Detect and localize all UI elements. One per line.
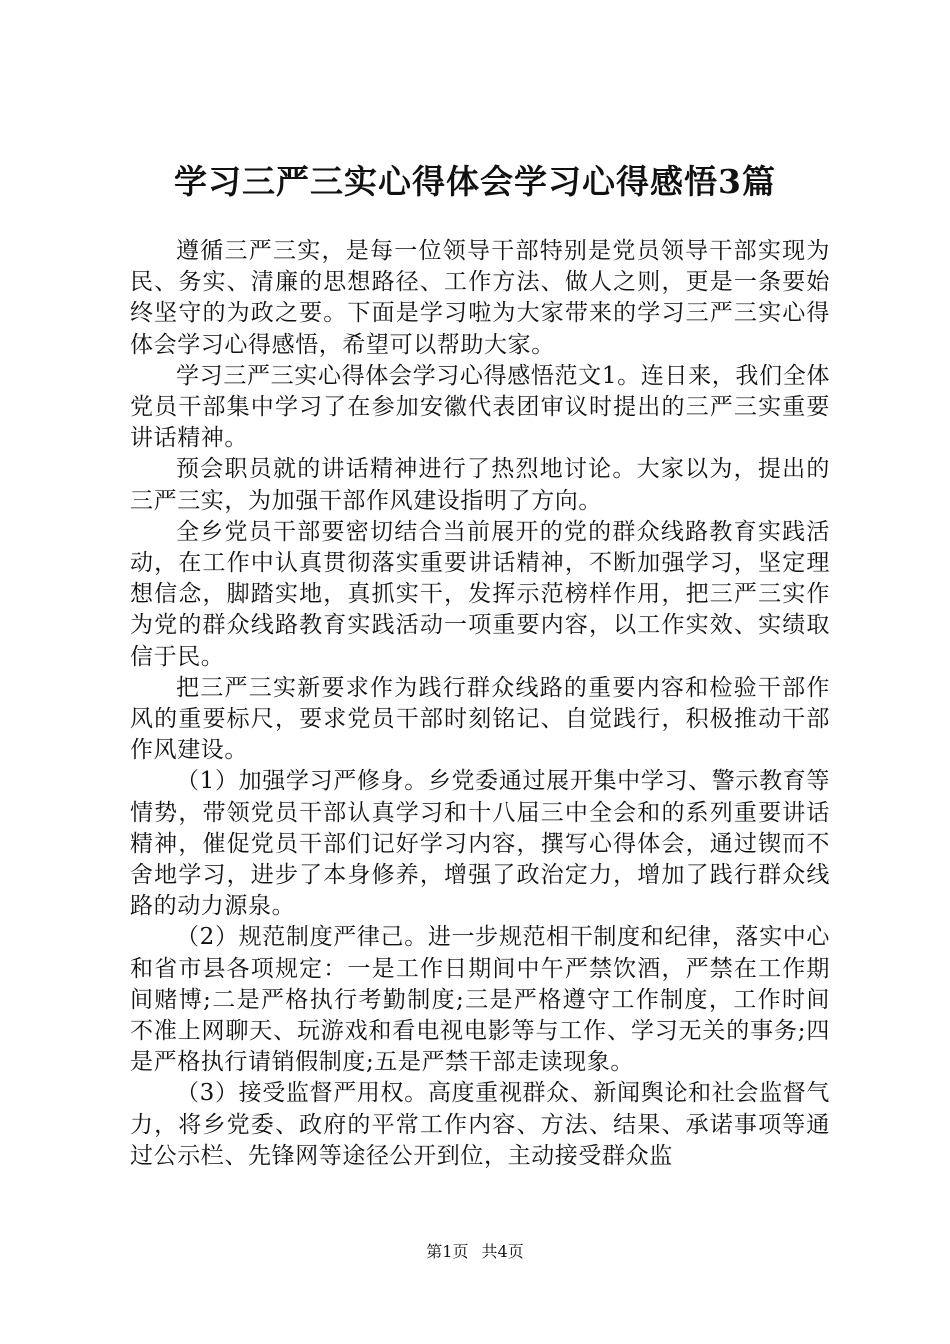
page-number-current: 第1页	[426, 1242, 469, 1261]
paragraph-item-3: （3）接受监督严用权。高度重视群众、新闻舆论和社会监督气力，将乡党委、政府的平常工作内容、方法、结果、承诺事项等通过公示栏、先锋网等途径公开到位，主动接受群众监	[130, 1080, 830, 1169]
page-footer	[0, 1242, 950, 1262]
paragraph-item-1: （1）加强学习严修身。乡党委通过展开集中学习、警示教育等情势，带领党员干部认真学习和十八届三中全会和的系列重要讲话精神，催促党员干部们记好学习内容，撰写心得体会，通过锲而不舍地学习，进步了本身修养，增强了政治定力，增加了践行群众线路的动力源泉。	[130, 768, 830, 920]
paragraph-intro: 遵循三严三实，是每一位领导干部特别是党员领导干部实现为民、务实、清廉的思想路径、工作方法、做人之则，更是一条要始终坚守的为政之要。下面是学习啦为大家带来的学习三严三实心得体会学习心得感悟，希望可以帮助大家。	[130, 238, 830, 358]
paragraph-standard: 把三严三实新要求作为践行群众线路的重要内容和检验干部作风的重要标尺，要求党员干部时刻铭记、自觉践行，积极推动干部作风建设。	[130, 674, 830, 764]
document-title: 学习三严三实心得体会学习心得感悟3篇	[174, 162, 776, 201]
paragraph-item-2: （2）规范制度严律己。进一步规范相干制度和纪律，落实中心和省市县各项规定：一是工作日期间中午严禁饮酒，严禁在工作期间赌博;二是严格执行考勤制度;三是严格遵守工作制度，工作时间不准上网聊天、玩游戏和看电视电影等与工作、学习无关的事务;四是严格执行请销假制度;五是严禁干部走读现象。	[130, 924, 830, 1076]
paragraph-practice: 全乡党员干部要密切结合当前展开的党的群众线路教育实践活动，在工作中认真贯彻落实重要讲话精神，不断加强学习，坚定理想信念，脚踏实地，真抓实干，发挥示范榜样作用，把三严三实作为党的群众线路教育实践活动一项重要内容，以工作实效、实绩取信于民。	[130, 518, 830, 670]
document-body	[130, 236, 830, 1172]
paragraph-sample-1: 学习三严三实心得体会学习心得感悟范文1。连日来，我们全体党员干部集中学习了在参加安徽代表团审议时提出的三严三实重要讲话精神。	[130, 362, 830, 452]
paragraph-discussion: 预会职员就的讲话精神进行了热烈地讨论。大家以为，提出的三严三实，为加强干部作风建设指明了方向。	[130, 456, 830, 514]
page-number-total: 共4页	[481, 1242, 524, 1261]
